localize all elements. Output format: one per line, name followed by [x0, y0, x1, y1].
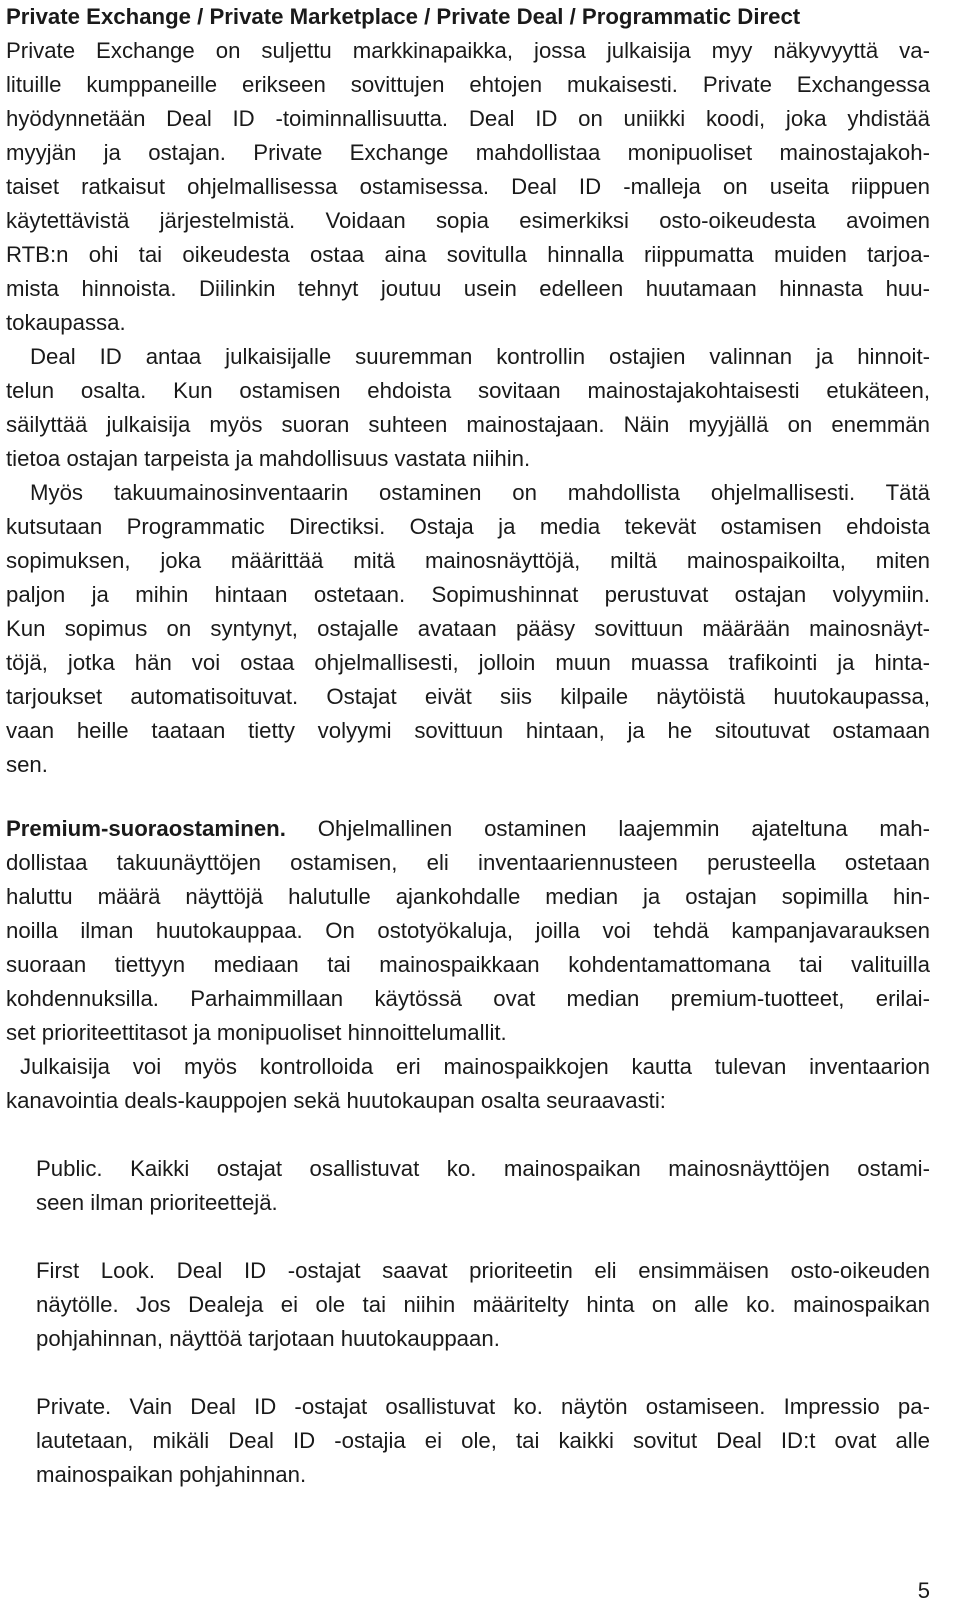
text-line: set prioriteettitasot ja monipuoliset hinnoittelumallit. [6, 1020, 507, 1045]
text-line: telun osalta. Kun ostamisen ehdoista sovitaan mainostajakohtaisesti etukäteen, [6, 378, 930, 403]
text-line: kutsutaan Programmatic Directiksi. Ostaja ja media tekevät ostamisen ehdoista [6, 514, 930, 539]
text-line: kohdennuksilla. Parhaimmillaan käytössä ovat median premium-tuotteet, erilai- [6, 986, 930, 1011]
text-line: taiset ratkaisut ohjelmallisessa ostamisessa. Deal ID -malleja on useita riippuen [6, 174, 930, 199]
text-line: seen ilman prioriteettejä. [36, 1190, 278, 1215]
paragraph-3 [6, 476, 930, 782]
text-line: hyödynnetään Deal ID -toiminnallisuutta. Deal ID on uniikki koodi, joka yhdistää [6, 106, 930, 131]
text-line: noilla ilman huutokauppaa. On ostotyökaluja, joilla voi tehdä kampanjavarauksen [6, 918, 930, 943]
text-line: lautetaan, mikäli Deal ID -ostajia ei ole, tai kaikki sovitut Deal ID:t ovat alle [36, 1428, 930, 1453]
text-line: Myös takuumainosinventaarin ostaminen on mahdollista ohjelmallisesti. Tätä [30, 480, 930, 505]
text-line: sen. [6, 752, 48, 777]
heading-block [6, 0, 930, 34]
text-line: pohjahinnan, näyttöä tarjotaan huutokauppaan. [36, 1326, 500, 1351]
text-line: mista hinnoista. Diilinkin tehnyt joutuu usein edelleen huutamaan hinnasta huu- [6, 276, 930, 301]
text-line: myyjän ja ostajan. Private Exchange mahdollistaa monipuoliset mainostajakoh- [6, 140, 930, 165]
text-line: Julkaisija voi myös kontrolloida eri mainospaikkojen kautta tulevan inventaarion [20, 1054, 930, 1079]
premium-paragraph [6, 812, 930, 1050]
text-line: tietoa ostajan tarpeista ja mahdollisuus vastata niihin. [6, 446, 531, 471]
text-line: töjä, jotka hän voi ostaa ohjelmallisesti, jolloin muun muassa trafikointi ja hinta- [6, 650, 930, 675]
text-line [6, 812, 930, 846]
text-line: käytettävistä järjestelmistä. Voidaan sopia esimerkiksi osto-oikeudesta avoimen [6, 208, 930, 233]
text-line: näytölle. Jos Dealeja ei ole tai niihin määritelty hinta on alle ko. mainospaikan [36, 1292, 930, 1317]
text-line: säilyttää julkaisija myös suoran suhteen mainostajaan. Näin myyjällä on enemmän [6, 412, 930, 437]
page-heading: Private Exchange / Private Marketplace / Private Deal / Programmatic Direct [6, 4, 801, 29]
paragraph-1 [6, 34, 930, 340]
text-line: Deal ID antaa julkaisijalle suuremman kontrollin ostajien valinnan ja hinnoit- [30, 344, 930, 369]
text-line: RTB:n ohi tai oikeudesta ostaa aina sovitulla hinnalla riippumatta muiden tarjoa- [6, 242, 930, 267]
premium-first-line: Ohjelmallinen ostaminen laajemmin ajateltuna mah- [285, 816, 930, 841]
text-line: First Look. Deal ID -ostajat saavat prioriteetin eli ensimmäisen osto-oikeuden [36, 1258, 930, 1283]
text-line: mainospaikan pohjahinnan. [36, 1462, 307, 1487]
premium-lead: Premium-suoraostaminen. [6, 816, 286, 841]
option-item-private [6, 1390, 930, 1492]
text-line: lituille kumppaneille erikseen sovittujen ehtojen mukaisesti. Private Exchangessa [6, 72, 930, 97]
text-line: kanavointia deals-kauppojen sekä huutokaupan osalta seuraavasti: [6, 1088, 666, 1113]
text-line: paljon ja mihin hintaan ostetaan. Sopimushinnat perustuvat ostajan volyymiin. [6, 582, 930, 607]
option-item-public [6, 1152, 930, 1220]
text-line: Public. Kaikki ostajat osallistuvat ko. mainospaikan mainosnäyttöjen ostami- [36, 1156, 930, 1181]
text-line: Private Exchange on suljettu markkinapaikka, jossa julkaisija myy näkyvyyttä va- [6, 38, 930, 63]
option-item-first-look [6, 1254, 930, 1356]
text-line: Private. Vain Deal ID -ostajat osallistuvat ko. näytön ostamiseen. Impressio pa- [36, 1394, 930, 1419]
text-line: haluttu määrä näyttöjä halutulle ajankohdalle median ja ostajan sopimilla hin- [6, 884, 930, 909]
text-line: tokaupassa. [6, 310, 126, 335]
text-line: sopimuksen, joka määrittää mitä mainosnäyttöjä, miltä mainospaikoilta, miten [6, 548, 930, 573]
text-line: Kun sopimus on syntynyt, ostajalle avataan pääsy sovittuun määrään mainosnäyt- [6, 616, 930, 641]
text-line: vaan heille taataan tietty volyymi sovittuun hintaan, ja he sitoutuvat ostamaan [6, 718, 930, 743]
text-line: dollistaa takuunäyttöjen ostamisen, eli inventaariennusteen perusteella ostetaan [6, 850, 930, 875]
paragraph-5 [6, 1050, 930, 1118]
page-number: 5 [917, 1578, 930, 1603]
paragraph-2 [6, 340, 930, 476]
text-line: tarjoukset automatisoituvat. Ostajat eivät siis kilpaile näytöistä huutokaupassa, [6, 684, 930, 709]
text-line: suoraan tiettyyn mediaan tai mainospaikkaan kohdentamattomana tai valituilla [6, 952, 930, 977]
